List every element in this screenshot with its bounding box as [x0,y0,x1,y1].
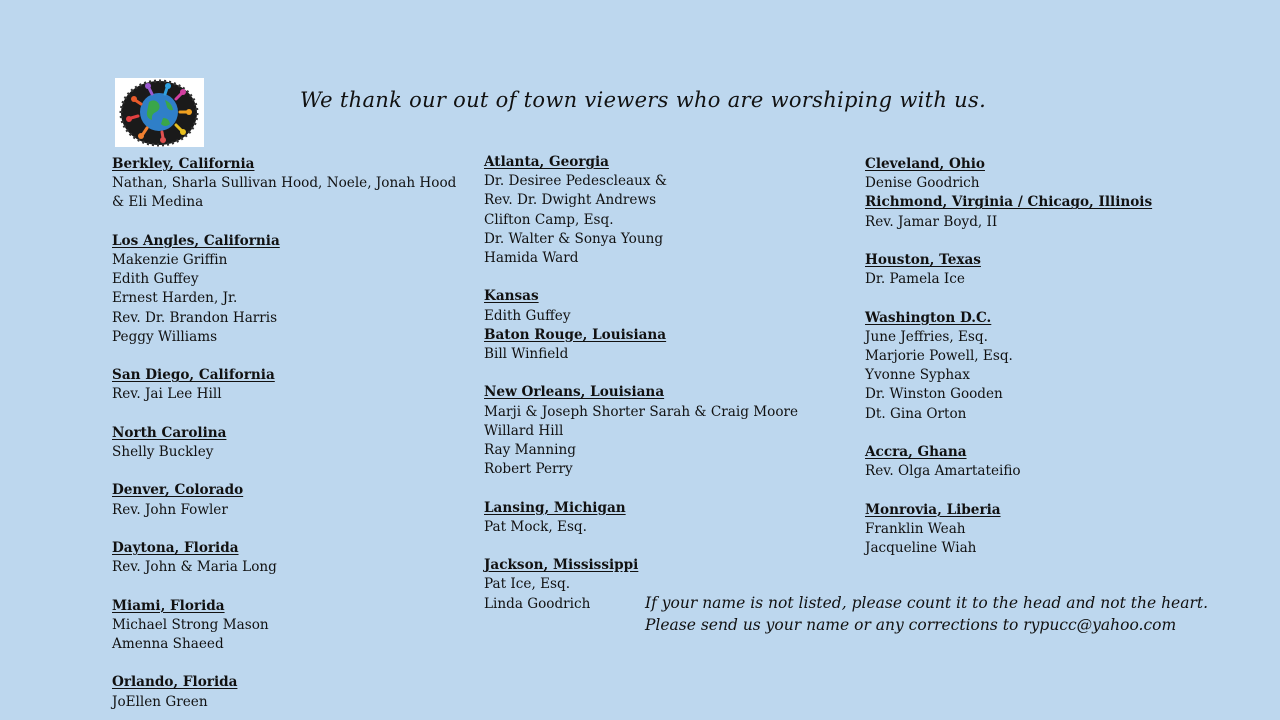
location-heading: Miami, Florida [112,597,225,614]
location-group [484,499,824,537]
location-group [865,443,1195,481]
viewer-name: Rev. Dr. Dwight Andrews [484,192,657,209]
viewer-name: Clifton Camp, Esq. [484,211,614,228]
location-group [484,326,824,364]
location-heading: Kansas [484,288,539,305]
location-heading: New Orleans, Louisiana [484,384,665,401]
viewer-name: Edith Guffey [112,271,199,288]
viewer-name: Amenna Shaeed [112,635,224,652]
viewer-name: Rev. Jai Lee Hill [112,386,222,403]
viewer-name: Marjorie Powell, Esq. [865,348,1013,364]
viewer-name: Linda Goodrich [484,595,591,612]
location-heading: North Carolina [112,424,227,441]
location-group [484,383,824,479]
viewer-name: Hamida Ward [484,250,579,267]
viewer-name: Makenzie Griffin [112,252,228,268]
viewer-name: Franklin Weah [865,520,966,537]
page-heading: We thank our out of town viewers who are worshiping with us. [300,88,987,112]
viewer-column-2 [484,153,824,614]
location-heading: Denver, Colorado [112,482,244,499]
location-heading: Richmond, Virginia / Chicago, Illinois [865,194,1153,211]
location-heading: Jackson, Mississippi [484,557,639,574]
viewer-name: Bill Winfield [484,346,569,363]
location-group [865,155,1195,193]
footer-note [645,592,1208,636]
location-heading: Monrovia, Liberia [865,501,1001,518]
location-group [112,232,472,347]
viewer-name: JoEllen Green [112,693,208,710]
location-heading: Cleveland, Ohio [865,156,985,172]
viewer-name: Ernest Harden, Jr. [112,290,238,307]
viewer-name: Michael Strong Mason [112,616,269,633]
viewer-name: Robert Perry [484,461,573,478]
location-group [865,501,1195,559]
viewer-name: Pat Ice, Esq. [484,576,571,593]
viewer-name: Rev. John & Maria Long [112,559,277,576]
viewer-name: Ray Manning [484,442,576,459]
viewer-name: Jacqueline Wiah [865,540,977,556]
location-group [112,155,472,213]
viewer-name: Dt. Gina Orton [865,405,967,422]
location-heading: Berkley, California [112,156,255,172]
location-group [112,597,472,655]
location-heading: Lansing, Michigan [484,499,626,516]
viewer-name: Rev. Jamar Boyd, II [865,213,998,230]
viewer-name: Yvonne Syphax [865,367,970,384]
footer-line-2: Please send us your name or any corrections to rypucc@yahoo.com [645,616,1177,634]
viewer-name: Pat Mock, Esq. [484,518,587,535]
location-heading: Baton Rouge, Louisiana [484,326,667,343]
viewer-name: June Jeffries, Esq. [865,328,988,345]
location-group [112,366,472,404]
viewer-name: Peggy Williams [112,328,218,345]
location-group [484,153,824,268]
viewer-name: Edith Guffey [484,307,571,324]
location-heading: Washington D.C. [865,309,992,326]
location-group [112,673,472,711]
location-group [112,424,472,462]
location-heading: Atlanta, Georgia [484,154,609,170]
location-heading: Orlando, Florida [112,674,238,691]
location-heading: Los Angles, California [112,232,280,249]
globe-logo [115,78,204,147]
location-heading: Daytona, Florida [112,539,239,556]
location-heading: Accra, Ghana [865,444,967,460]
location-heading: Houston, Texas [865,252,981,268]
location-group [865,251,1195,289]
location-group [865,309,1195,424]
viewer-name: Rev. Olga Amartateifio [865,463,1021,480]
viewer-name: Marji & Joseph Shorter Sarah & Craig Moore [484,403,799,420]
viewer-name: Willard Hill [484,422,564,439]
location-group [112,539,472,577]
location-group [865,193,1195,231]
viewer-name: Dr. Winston Gooden [865,386,1003,403]
viewer-column-3 [865,155,1195,558]
location-group [484,287,824,325]
viewer-name: Dr. Pamela Ice [865,271,965,288]
viewer-name: Nathan, Sharla Sullivan Hood, Noele, Jonah Hood & Eli Medina [112,175,457,211]
location-group [112,481,472,519]
footer-line-1: If your name is not listed, please count it to the head and not the heart. [645,594,1209,612]
viewer-name: Shelly Buckley [112,444,214,460]
viewer-name: Rev. Dr. Brandon Harris [112,309,278,326]
viewer-column-1 [112,155,472,712]
viewer-name: Dr. Walter & Sonya Young [484,230,664,247]
viewer-name: Rev. John Fowler [112,501,228,518]
viewer-name: Dr. Desiree Pedescleaux & [484,173,667,190]
viewer-name: Denise Goodrich [865,175,980,192]
location-heading: San Diego, California [112,367,275,384]
globe-children-icon [115,78,204,147]
